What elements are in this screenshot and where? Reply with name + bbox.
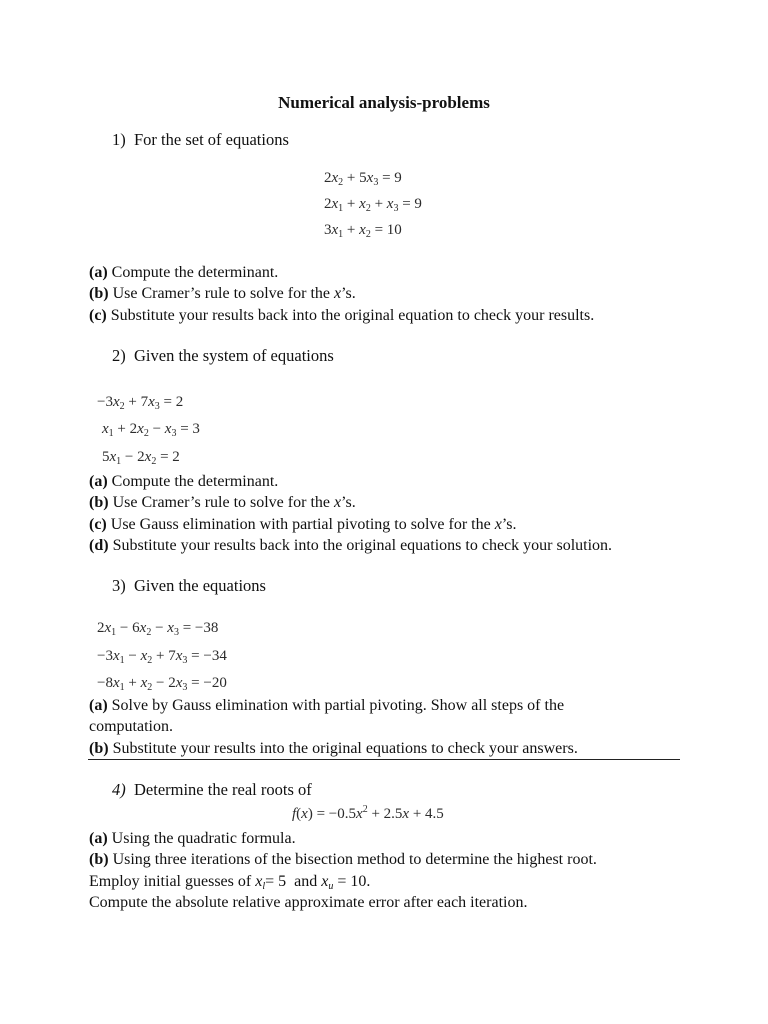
section-divider xyxy=(88,759,680,760)
part-a: (a) Solve by Gauss elimination with partial pivoting. Show all steps of the xyxy=(89,697,565,714)
problem-number: 2) xyxy=(112,346,126,365)
part-b: (b) Use Cramer’s rule to solve for the x’s. xyxy=(89,494,356,512)
problem-4-heading xyxy=(112,780,312,800)
problem-2-parts xyxy=(89,471,612,556)
initial-guesses-line: Employ initial guesses of $x_l= 5$ and $x_u = 10$. xyxy=(89,872,371,892)
problem-1-equation-2: $2x_1 + x_2 + x_3 = 9$ xyxy=(324,196,422,214)
part-a: (a) Compute the determinant. xyxy=(89,473,279,490)
part-a-continuation: computation. xyxy=(89,718,173,736)
problem-2-equation-1: $-3x_2 + 7x_3 = 2$ xyxy=(97,394,184,412)
part-c: (c) Substitute your results back into the original equation to check your results. xyxy=(89,306,595,324)
problem-1-heading xyxy=(112,130,289,150)
problem-heading-text: Determine the real roots of xyxy=(134,780,312,799)
problem-2-equation-2: $x_1 + 2x_2 - x_3 = 3$ xyxy=(102,421,200,439)
problem-number: 1) xyxy=(112,130,126,149)
problem-3-equation-1: $2x_1 - 6x_2 - x_3 = -38$ xyxy=(97,620,219,638)
problem-3-equation-3: $-8x_1 + x_2 - 2x_3 = -20$ xyxy=(97,675,227,693)
problem-3-parts xyxy=(89,695,578,759)
problem-number: 4) xyxy=(112,780,126,799)
page-title: Numerical analysis-problems xyxy=(278,93,490,112)
problem-1-equation-1: $2x_2 + 5x_3 = 9$ xyxy=(324,170,402,188)
part-b: (b) Use Cramer’s rule to solve for the x’s. xyxy=(89,285,356,303)
part-c: (c) Use Gauss elimination with partial pivoting to solve for the x’s. xyxy=(89,515,517,533)
problem-heading-text: Given the equations xyxy=(134,576,266,595)
problem-1-equation-3: $3x_1 + x_2 = 10$ xyxy=(324,222,402,240)
problem-heading-text: For the set of equations xyxy=(134,130,289,149)
problem-4-parts xyxy=(89,828,597,913)
part-a: (a) Using the quadratic formula. xyxy=(89,830,296,847)
problem-heading-text: Given the system of equations xyxy=(134,346,334,365)
part-b: (b) Substitute your results into the original equations to check your answers. xyxy=(89,739,578,757)
part-a: (a) Compute the determinant. xyxy=(89,264,279,281)
problem-4-function: $f(x) = -0.5x^2 + 2.5x + 4.5$ xyxy=(292,804,444,822)
problem-3-equation-2: $-3x_1 - x_2 + 7x_3 = -34$ xyxy=(97,648,227,666)
error-instruction-line: Compute the absolute relative approximate error after each iteration. xyxy=(89,893,528,911)
problem-number: 3) xyxy=(112,576,126,595)
problem-3-heading xyxy=(112,576,266,596)
part-b: (b) Using three iterations of the bisection method to determine the highest root. xyxy=(89,851,597,869)
part-d: (d) Substitute your results back into the original equations to check your solution. xyxy=(89,536,613,554)
problem-1-parts xyxy=(89,262,594,326)
problem-2-equation-3: $5x_1 - 2x_2 = 2$ xyxy=(102,449,180,467)
problem-2-heading xyxy=(112,346,334,366)
